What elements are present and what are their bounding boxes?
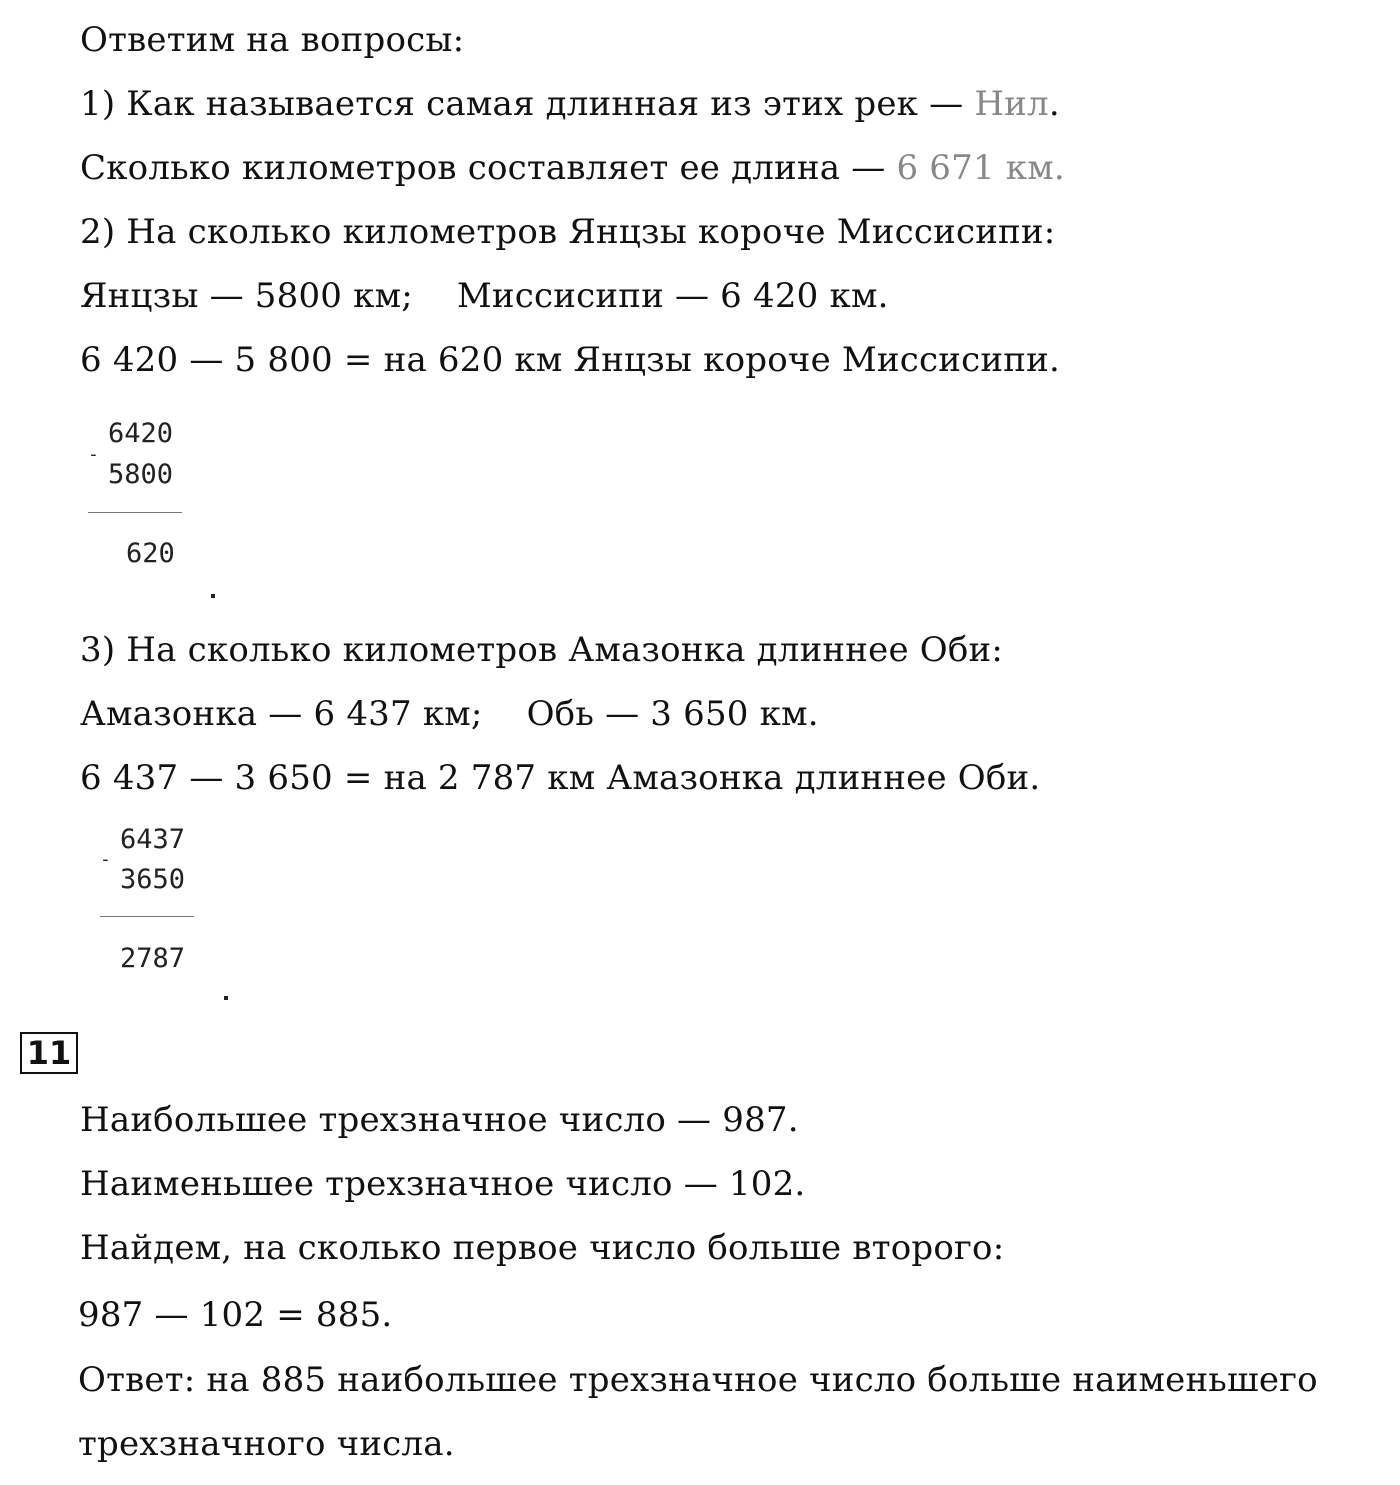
task-11-line-2: Наименьшее трехзначное число — 102. <box>80 1164 806 1204</box>
question-1-length-answer: 6 671 км. <box>896 148 1065 188</box>
col1-subtrahend: 5800 <box>108 459 174 490</box>
question-1-end: . <box>1048 84 1060 124</box>
task-11-equation: 987 — 102 = 885. <box>78 1295 393 1335</box>
question-1-length <box>80 148 1065 188</box>
task-number-badge: 11 <box>20 1032 78 1074</box>
col2-minus-sign: - <box>100 849 111 870</box>
col2-minuend: 6437 <box>120 824 186 855</box>
task-11-answer-cont: трехзначного числа. <box>78 1424 455 1464</box>
col2-divider-line <box>100 916 194 917</box>
question-3: 3) На сколько километров Амазонка длиннее Оби: <box>80 630 1004 670</box>
col1-minus-sign: - <box>88 444 99 465</box>
question-2-data: Янцзы — 5800 км; Миссисипи — 6 420 км. <box>80 276 889 316</box>
col2-dot <box>224 996 228 1000</box>
question-3-data: Амазонка — 6 437 км; Обь — 3 650 км. <box>80 694 819 734</box>
col1-divider-line <box>88 512 182 513</box>
question-1-length-text: Сколько километров составляет ее длина — <box>80 148 897 188</box>
intro-text: Ответим на вопросы: <box>80 20 465 60</box>
col2-subtrahend: 3650 <box>120 864 186 895</box>
task-11-answer: Ответ: на 885 наибольшее трехзначное число больше наименьшего <box>78 1360 1318 1400</box>
task-11-line-1: Наибольшее трехзначное число — 987. <box>80 1100 799 1140</box>
question-2: 2) На сколько километров Янцзы короче Миссисипи: <box>80 212 1056 252</box>
col2-result: 2787 <box>120 943 186 974</box>
question-1 <box>80 84 1060 124</box>
col1-result: 620 <box>126 538 175 569</box>
question-3-calc: 6 437 — 3 650 = на 2 787 км Амазонка длиннее Оби. <box>80 758 1041 798</box>
col1-minuend: 6420 <box>108 418 174 449</box>
question-2-calc: 6 420 — 5 800 = на 620 км Янцзы короче Миссисипи. <box>80 340 1060 380</box>
col1-dot <box>211 594 215 598</box>
question-1-answer: Нил <box>974 84 1049 124</box>
task-11-line-3: Найдем, на сколько первое число больше второго: <box>80 1228 1005 1268</box>
question-1-text: 1) Как называется самая длинная из этих рек — <box>80 84 975 124</box>
